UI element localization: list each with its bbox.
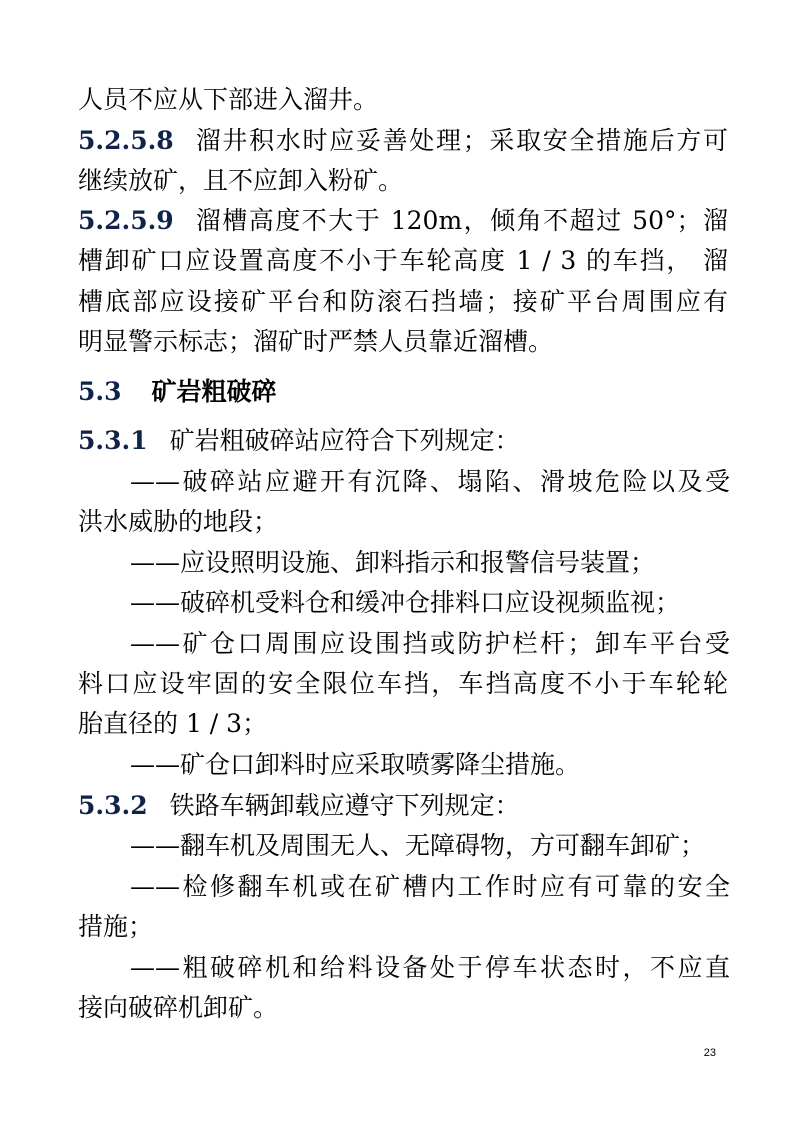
section-number: 5.3 xyxy=(78,377,122,406)
clause-number: 5.3.2 xyxy=(78,791,148,820)
text-line: 洪水威胁的地段； xyxy=(78,507,279,536)
list-item: ——破碎机受料仓和缓冲仓排料口应设视频监视； xyxy=(130,588,681,617)
clause-5-2-5-9 xyxy=(78,201,728,241)
list-item: ——矿仓口卸料时应采取喷雾降尘措施。 xyxy=(130,750,581,779)
clause-number: 5.3.1 xyxy=(78,426,148,455)
clause-5-2-5-8 xyxy=(78,121,728,161)
text-line: 措施； xyxy=(78,912,154,941)
clause-number: 5.2.5.9 xyxy=(78,206,174,235)
list-item: ——检修翻车机或在矿槽内工作时应有可靠的安全 xyxy=(130,872,730,901)
clause-number: 5.2.5.8 xyxy=(78,126,174,155)
clause-5-3-1 xyxy=(78,421,728,461)
section-heading-5-3 xyxy=(78,372,728,412)
clause-5-3-2 xyxy=(78,786,728,826)
clause-text: 矿岩粗破碎站应符合下列规定： xyxy=(169,426,520,455)
text-line: 槽底部应设接矿平台和防滚石挡墙；接矿平台周围应有 xyxy=(78,287,728,316)
text-line: 料口应设牢固的安全限位车挡，车挡高度不小于车轮轮 xyxy=(78,669,728,698)
page-number: 23 xyxy=(703,1047,716,1059)
list-item: ——破碎站应避开有沉降、塌陷、滑坡危险以及受 xyxy=(130,467,730,496)
clause-text: 溜槽高度不大于 120m，倾角不超过 50°；溜 xyxy=(195,206,728,235)
text-line: 槽卸矿口应设置高度不小于车轮高度 1 / 3 的车挡， 溜 xyxy=(78,246,728,275)
list-item: ——粗破碎机和给料设备处于停车状态时，不应直 xyxy=(130,953,730,982)
list-item: ——应设照明设施、卸料指示和报警信号装置； xyxy=(130,548,656,577)
text-line: 明显警示标志；溜矿时严禁人员靠近溜槽。 xyxy=(78,327,554,356)
section-title: 矿岩粗破碎 xyxy=(151,377,277,406)
text-line: 人员不应从下部进入溜井。 xyxy=(78,85,379,114)
clause-text: 铁路车辆卸载应遵守下列规定： xyxy=(169,791,520,820)
text-line: 胎直径的 1 / 3； xyxy=(78,709,268,738)
text-line: 接向破碎机卸矿。 xyxy=(78,993,279,1022)
text-line: 继续放矿，且不应卸入粉矿。 xyxy=(78,166,404,195)
clause-text: 溜井积水时应妥善处理；采取安全措施后方可 xyxy=(195,126,728,155)
list-item: ——翻车机及周围无人、无障碍物，方可翻车卸矿； xyxy=(130,831,706,860)
list-item: ——矿仓口周围应设围挡或防护栏杆；卸车平台受 xyxy=(130,629,730,658)
